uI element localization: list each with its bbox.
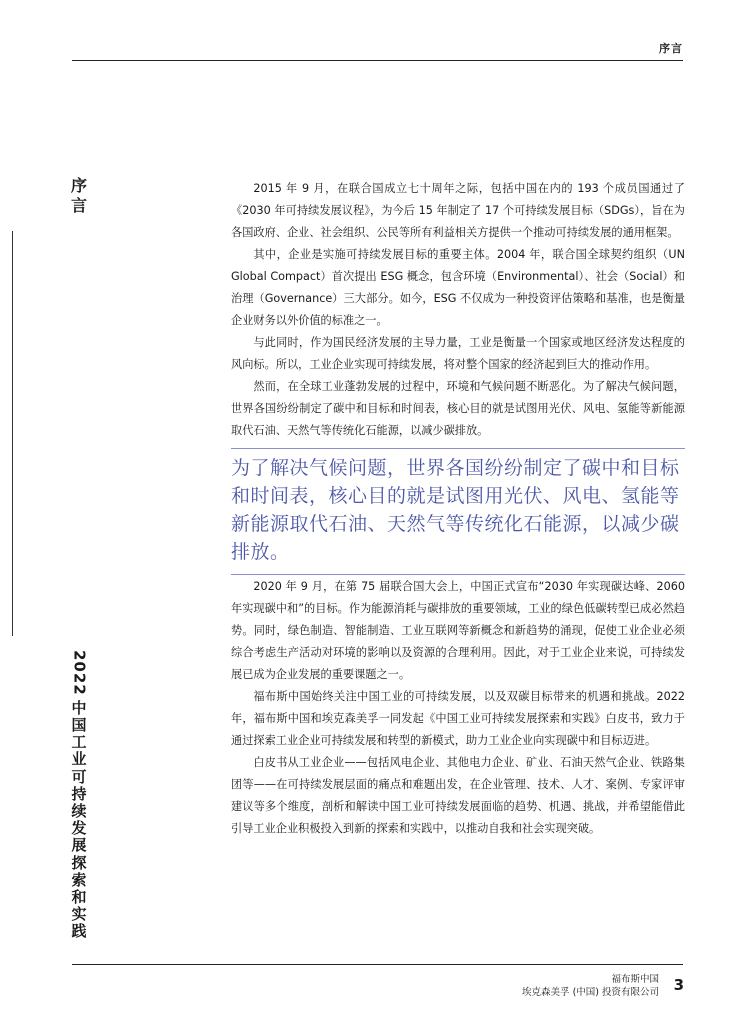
side-document-title-char: 探 — [71, 853, 87, 872]
paragraph: 白皮书从工业企业——包括风电企业、其他电力企业、矿业、石油天然气企业、铁路集团等——在可持续发展层面的痛点和难题出发，在企业管理、技术、人才、案例、专家评审建议等多个维度，剖析和解读中国工业可持续发展面临的趋势、机遇、挑战，并希望能借此引导工业企业积极投入到新的探索和实践中，以推动自我和社会实现突破。 — [231, 756, 685, 835]
header-divider — [72, 60, 683, 61]
paragraph: 然而，在全球工业蓬勃发展的过程中，环境和气候问题不断恶化。为了解决气候问题，世界各国纷纷制定了碳中和目标和时间表，核心目的就是试图用光伏、风电、氢能等新能源取代石油、天然气等传统化石能源，以减少碳排放。 — [231, 380, 685, 437]
footer-org-line-1: 福布斯中国 — [611, 974, 659, 985]
body-text-top — [231, 178, 685, 442]
page-number: 3 — [673, 976, 684, 994]
footer-divider — [72, 964, 683, 965]
side-document-title-char: 工 — [71, 733, 87, 752]
side-document-title-char: 实 — [71, 905, 87, 924]
side-document-title-char: 业 — [71, 750, 87, 769]
side-document-title-char: 续 — [71, 801, 87, 820]
running-header-title: 序言 — [659, 42, 683, 55]
side-document-title — [66, 650, 92, 941]
paragraph: 福布斯中国始终关注中国工业的可持续发展，以及双碳目标带来的机遇和挑战。2022 年，福布斯中国和埃克森美孚一同发起《中国工业可持续发展探索和实践》白皮书，致力于通过探索工业企业可持续发展和转型的新模式，助力工业企业向实现碳中和目标迈进。 — [231, 690, 685, 747]
pull-quote: 为了解决气候问题，世界各国纷纷制定了碳中和目标和时间表，核心目的就是试图用光伏、风电、氢能等新能源取代石油、天然气等传统化石能源，以减少碳排放。 — [231, 457, 680, 563]
body-text-bottom — [231, 576, 685, 840]
side-document-title-char: 可 — [71, 767, 87, 786]
side-document-title-char: 践 — [71, 922, 87, 941]
side-document-title-char: 和 — [71, 887, 87, 906]
side-vertical-rule — [12, 231, 13, 636]
pull-quote-bottom-rule — [231, 574, 685, 575]
footer-org-line-2: 埃克森美孚 (中国) 投资有限公司 — [522, 987, 659, 998]
side-document-title-char: 索 — [71, 870, 87, 889]
pull-quote-top-rule — [231, 448, 685, 449]
side-document-title-char: 展 — [71, 836, 87, 855]
side-document-title-char: 国 — [71, 715, 87, 734]
side-document-title-char: 发 — [71, 819, 87, 838]
paragraph: 与此同时，作为国民经济发展的主导力量，工业是衡量一个国家或地区经济发达程度的风向标。所以，工业企业实现可持续发展，将对整个国家的经济起到巨大的推动作用。 — [231, 336, 685, 371]
side-document-title-chars — [66, 700, 92, 941]
side-document-title-char: 中 — [71, 698, 87, 717]
paragraph: 2015 年 9 月，在联合国成立七十周年之际，包括中国在内的 193 个成员国通过了《2030 年可持续发展议程》，为今后 15 年制定了 17 个可持续发展目标（SDGs），旨在为各国政府、企业、社会组织、公民等所有利益相关方提供一个推动可持续发展的通用框架。 — [231, 182, 685, 239]
paragraph: 其中，企业是实施可持续发展目标的重要主体。2004 年，联合国全球契约组织（UN Global Compact）首次提出 ESG 概念，包含环境（Environmental）、社会（Social）和治理（Governance）三大部分。如今，ESG 不仅成为一种投资评估策略和基准，也是衡量企业财务以外价值的标准之一。 — [231, 248, 685, 327]
side-section-char-1: 序 — [70, 176, 87, 195]
side-document-year: 2022 — [70, 650, 89, 696]
footer-publisher — [522, 973, 659, 999]
side-section-char-2: 言 — [70, 196, 87, 215]
side-section-label — [66, 176, 92, 216]
side-document-title-char: 持 — [71, 784, 87, 803]
paragraph: 2020 年 9 月，在第 75 届联合国大会上，中国正式宣布“2030 年实现碳达峰、2060 年实现碳中和”的目标。作为能源消耗与碳排放的重要领域，工业的绿色低碳转型已成必然趋势。同时，绿色制造、智能制造、工业互联网等新概念和新趋势的涌现，促使工业企业必须综合考虑生产活动对环境的影响以及资源的合理利用。因此，对于工业企业来说，可持续发展已成为企业发展的重要课题之一。 — [231, 580, 685, 681]
